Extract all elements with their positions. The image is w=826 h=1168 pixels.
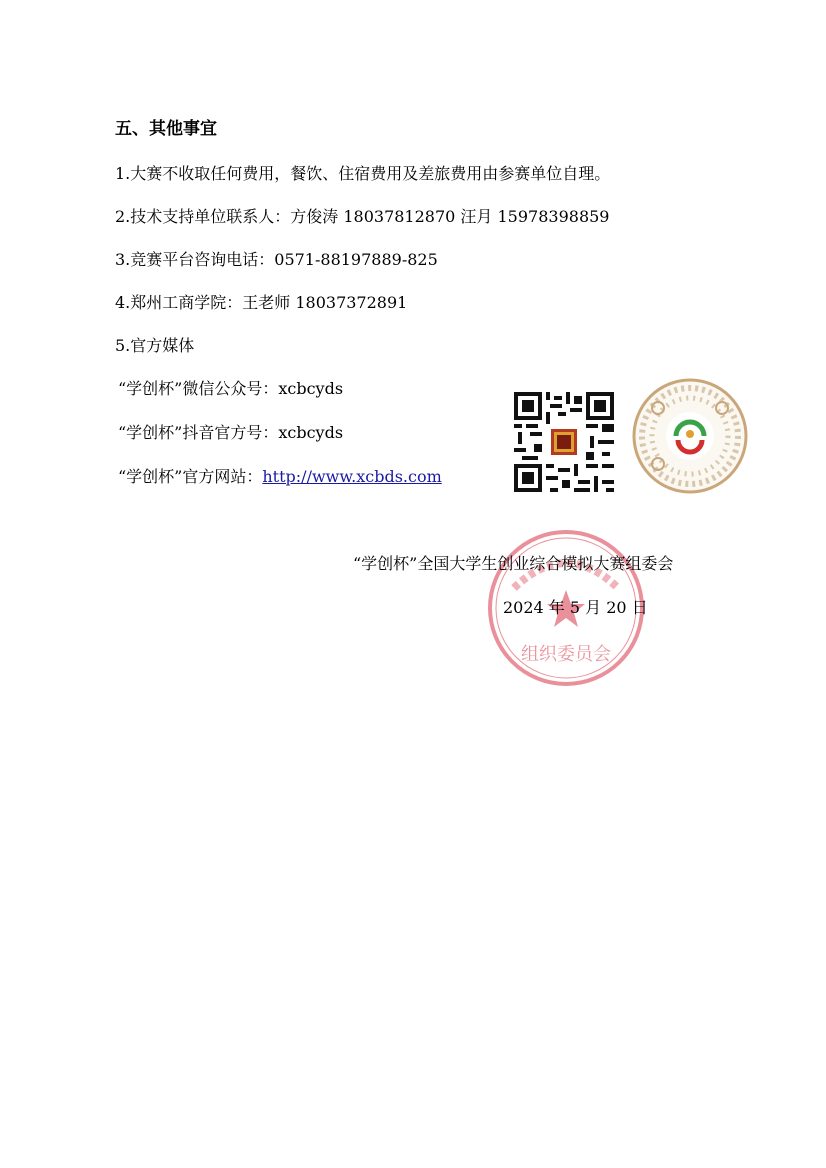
item-fees: 1.大赛不收取任何费用，餐饮、住宿费用及差旅费用由参赛单位自理。 — [115, 164, 611, 183]
signature-date: 2024 年 5 月 20 日 — [503, 598, 648, 617]
seal-text: 组织委员会 — [521, 644, 611, 665]
website-label: “学创杯”官方网站： — [118, 467, 263, 486]
item-platform-phone: 3.竞赛平台咨询电话：0571-88197889-825 — [115, 250, 438, 269]
media-wechat: “学创杯”微信公众号：xcbcyds — [118, 379, 344, 398]
organizer-signature: “学创杯”全国大学生创业综合模拟大赛组委会 — [353, 554, 674, 573]
mini-program-code-icon — [632, 378, 748, 494]
item-tech-contacts: 2.技术支持单位联系人：方俊涛 18037812870 汪月 15978398859 — [115, 207, 610, 226]
media-website — [118, 466, 442, 488]
item-official-media: 5.官方媒体 — [115, 336, 195, 355]
media-douyin: “学创杯”抖音官方号：xcbcyds — [118, 423, 344, 442]
website-link[interactable]: http://www.xcbds.com — [262, 467, 442, 486]
item-school-contact: 4.郑州工商学院：王老师 18037372891 — [115, 293, 408, 312]
section-heading: 五、其他事宜 — [115, 119, 217, 139]
wechat-qr-code-icon — [514, 392, 614, 492]
